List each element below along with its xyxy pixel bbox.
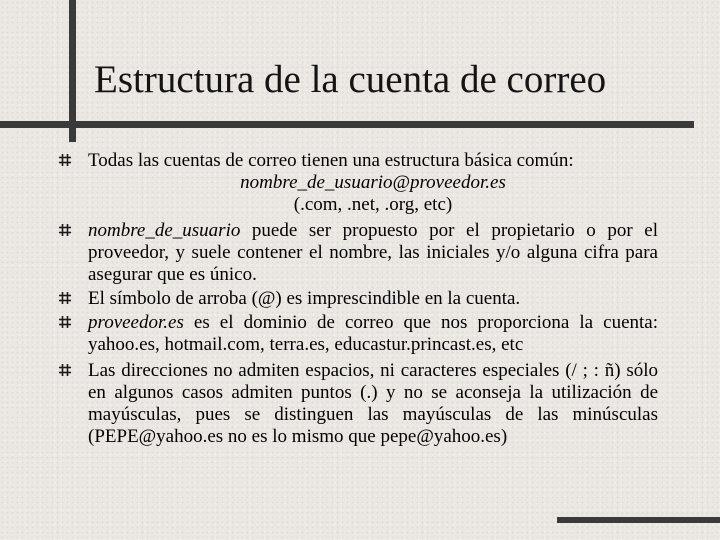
bullet-item bbox=[58, 220, 658, 286]
bullet-text: es el dominio de correo que nos proporciona la cuenta: yahoo.es, hotmail.com, terra.es, educastur.princast.es, etc bbox=[88, 312, 658, 355]
bullet-item bbox=[58, 150, 658, 216]
hash-bullet-icon bbox=[58, 153, 72, 167]
bullet-text: puede ser propuesto por el propietario o por el proveedor, y suele contener el nombre, las iniciales y/o alguna cifra para asegurar que es único. bbox=[88, 220, 658, 285]
slide-title: Estructura de la cuenta de correo bbox=[94, 58, 607, 101]
domain-examples: (.com, .net, .org, etc) bbox=[293, 194, 453, 215]
decorative-title-underline bbox=[0, 121, 694, 128]
decorative-bottom-bar bbox=[557, 517, 720, 523]
email-example: nombre_de_usuario@proveedor.es bbox=[240, 172, 506, 193]
hash-bullet-icon bbox=[58, 363, 72, 377]
bullet-text: Las direcciones no admiten espacios, ni caracteres especiales (/ ; : ñ) sólo en algunos casos admiten puntos (.) y no se aconseja la utilización de mayúsculas, pues se distinguen las mayúsculas de las minúsculas (PEPE@yahoo.es no es lo mismo que pepe@yahoo.es) bbox=[88, 360, 658, 447]
hash-bullet-icon bbox=[58, 291, 72, 305]
bullet-list bbox=[58, 150, 658, 448]
hash-bullet-icon bbox=[58, 315, 72, 329]
bullet-item bbox=[58, 288, 658, 310]
bullet-text: El símbolo de arroba (@) es imprescindible en la cuenta. bbox=[88, 288, 521, 309]
bullet-item bbox=[58, 312, 658, 356]
bullet-item bbox=[58, 360, 658, 448]
bullet-term: proveedor.es bbox=[88, 312, 184, 333]
hash-bullet-icon bbox=[58, 223, 72, 237]
bullet-text: Todas las cuentas de correo tienen una estructura básica común: bbox=[88, 150, 574, 171]
bullet-term: nombre_de_usuario bbox=[88, 220, 241, 241]
